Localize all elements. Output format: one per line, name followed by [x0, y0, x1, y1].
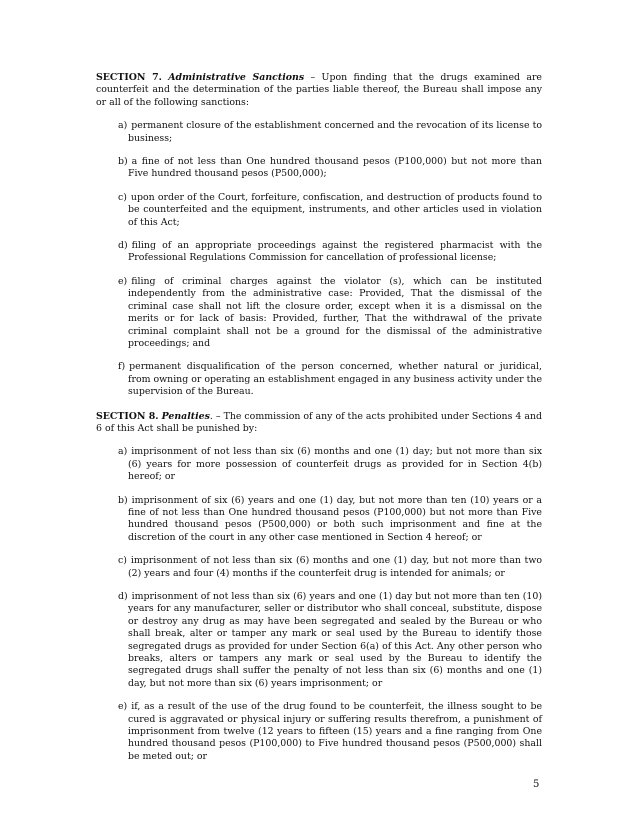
item-text: permanent closure of the establishment concerned and the revocation of its license to business; — [128, 120, 542, 144]
section-8-item-e — [118, 701, 542, 763]
section-8-item-b — [118, 495, 542, 545]
section-7-item-f — [118, 361, 542, 398]
item-label: e) — [118, 275, 128, 287]
item-label: a) — [118, 446, 128, 458]
item-label: b) — [118, 156, 128, 168]
section-8-title: Penalties — [161, 410, 210, 422]
section-7-item-e — [118, 276, 542, 350]
section-7-item-b — [118, 156, 542, 181]
section-8-item-a — [118, 446, 542, 483]
item-text: permanent disqualification of the person concerned, whether natural or juridical, from owning or operating an establishment engaged in any business activity under the supervision of the Bureau. — [128, 361, 542, 398]
section-7-title: Administrative Sanctions — [168, 72, 305, 83]
item-label: b) — [118, 494, 128, 506]
item-text: imprisonment of not less than six (6) months and one (1) day; but not more than six (6) years for more possession of counterfeit drugs as provided for in Section 4(b) hereof; or — [128, 446, 542, 483]
section-7-intro-text: – Upon finding that the drugs examined are counterfeit and the determination of the parties liable thereof, the Bureau shall impose any or all of the following sanctions: — [96, 72, 542, 108]
section-7-intro — [96, 72, 542, 109]
page-number: 5 — [533, 779, 540, 790]
item-text: imprisonment of six (6) years and one (1) day, but not more than ten (10) years or a fine of not less than One hundred thousand pesos (P100,000) but not more than Five hundred thousand pesos (P500,000) or both such imprisonment and fine at the discretion of the court in any other case mentioned in Section 4 hereof; or — [128, 494, 542, 543]
item-text: imprisonment of not less than six (6) months and one (1) day, but not more than two (2) years and four (4) months if the counterfeit drug is intended for animals; or — [128, 555, 542, 579]
item-text: a fine of not less than One hundred thousand pesos (P100,000) but not more than Five hundred thousand pesos (P500,000); — [128, 156, 542, 180]
item-label: a) — [118, 120, 128, 132]
item-text: if, as a result of the use of the drug found to be counterfeit, the illness sought to be cured is aggravated or physical injury or suffering results therefrom, a punishment of imprisonment from twelve (12 years to fifteen (15) years and a fine ranging from One hundred thousand pesos (P100,000) to Five hundred thousand pesos (P500,000) shall be meted out; or — [128, 701, 542, 762]
section-8-heading: SECTION 8. — [96, 410, 159, 422]
section-7-item-d — [118, 240, 542, 265]
item-text: filing of an appropriate proceedings against the registered pharmacist with the Professional Regulations Commission for cancellation of professional license; — [128, 240, 542, 264]
item-label: c) — [118, 555, 127, 567]
item-label: c) — [118, 191, 127, 203]
item-label: d) — [118, 591, 128, 602]
section-8-intro — [96, 411, 542, 436]
item-text: imprisonment of not less than six (6) years and one (1) day but not more than ten (10) years for any manufacturer, seller or distributor who shall conceal, substitute, dispose or destroy any drug as may have been segregated and sealed by the Bureau or who shall break, alter or tamper any mark or seal used by the Bureau to identify those segregated drugs as provided for under Section 6(a) of this Act. Any other person who breaks, alters or tampers any mark or seal used by the Bureau to identify the segregated drugs shall suffer the penalty of not less than six (6) months and one (1) day, but not more than six (6) years imprisonment; or — [128, 591, 542, 689]
section-8-intro-text: . – The commission of any of the acts prohibited under Sections 4 and 6 of this Act shall be punished by: — [96, 410, 542, 434]
section-8-item-d — [118, 591, 542, 690]
section-7-heading: SECTION 7. — [96, 72, 162, 83]
item-text: filing of criminal charges against the violator (s), which can be instituted independently from the administrative case: Provided, That the dismissal of the criminal case shall not lift the closure order, except when it is a dismissal on the merits or for lack of basis: Provided, further, That the withdrawal of the private criminal complaint shall not be a ground for the dismissal of the administrative proceedings; and — [128, 275, 542, 349]
item-label: f) — [118, 361, 126, 373]
item-text: upon order of the Court, forfeiture, confiscation, and destruction of products found to be counterfeited and the equipment, instruments, and other articles used in violation of this Act; — [128, 191, 542, 228]
page-content — [96, 72, 542, 763]
item-label: e) — [118, 701, 128, 713]
section-7-item-c — [118, 192, 542, 229]
section-8-item-c — [118, 555, 542, 580]
item-label: d) — [118, 240, 128, 252]
section-7-item-a — [118, 120, 542, 145]
